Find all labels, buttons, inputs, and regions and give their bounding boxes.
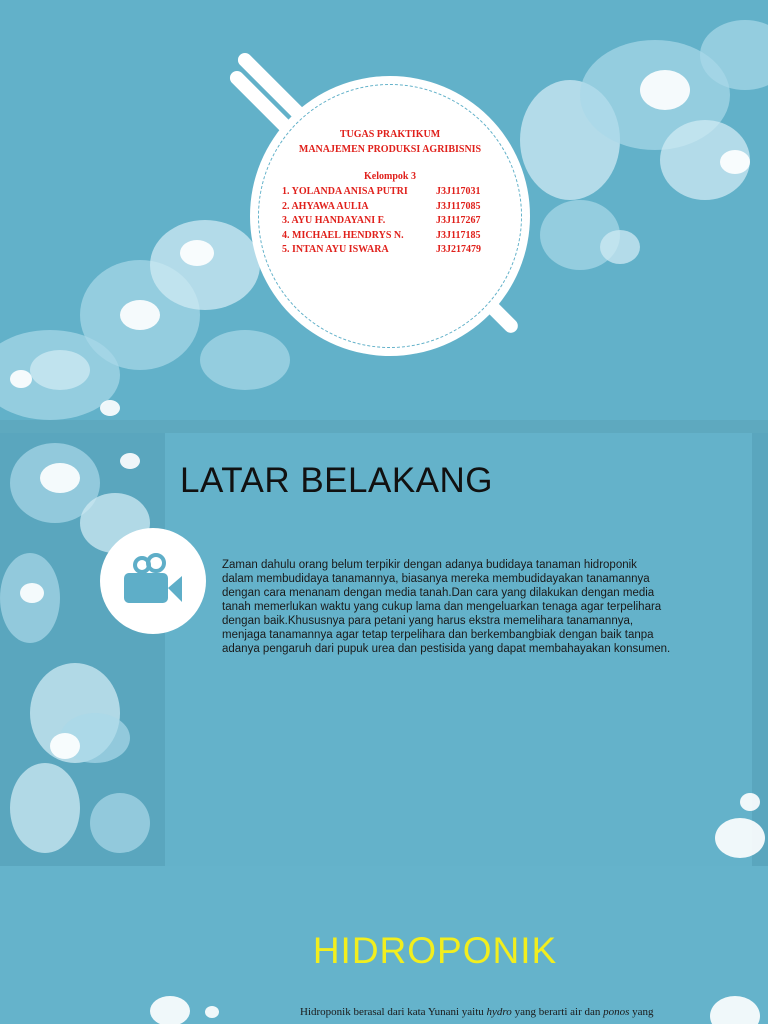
paragraph-text: yang berarti air dan <box>511 1006 604 1018</box>
section-heading: LATAR BELAKANG <box>180 461 494 500</box>
member-nim: J3J117031 <box>436 186 481 197</box>
member-nim: J3J117267 <box>436 215 481 226</box>
title-slide <box>0 0 768 420</box>
member-name: 5. INTAN AYU ISWARA <box>282 244 389 255</box>
slide-gap <box>0 420 768 433</box>
paragraph-text: yang <box>629 1006 654 1018</box>
list-item <box>282 201 502 216</box>
background-paragraph <box>222 558 732 656</box>
list-item <box>282 244 502 259</box>
paragraph-line: dengan baik.Khususnya para petani yang harus ekstra memelihara tanamannya, <box>222 615 634 627</box>
term-hydro: hydro <box>486 1006 512 1018</box>
hydroponics-paragraph <box>300 1006 768 1018</box>
member-nim: J3J217479 <box>436 244 481 255</box>
paint-splash-decoration <box>740 793 760 811</box>
member-name: 4. MICHAEL HENDRYS N. <box>282 229 404 241</box>
member-nim: J3J117185 <box>436 229 481 241</box>
title-line: MANAJEMEN PRODUKSI AGRIBISNIS <box>298 144 482 155</box>
paragraph-line: dalam membudidaya tanamannya, biasanya mereka membudidayakan tanamannya <box>222 573 650 585</box>
paragraph-line: menjaga tanamannya agar tetap terpelihara dan berkembangbiak dengan baik tanpa <box>222 629 654 641</box>
member-name: 3. AYU HANDAYANI F. <box>282 215 386 226</box>
paragraph-line: dengan cara menanam dengan media tanah.Dan cara yang dilakukan dengan media <box>222 587 655 599</box>
video-camera-icon <box>100 528 206 634</box>
section-heading: HIDROPONIK <box>312 930 558 971</box>
list-item <box>282 186 502 201</box>
paint-splash-decoration <box>150 996 190 1024</box>
paragraph-text: Hidroponik berasal dari kata Yunani yaitu <box>300 1006 487 1018</box>
term-ponos: ponos <box>603 1006 630 1018</box>
member-list <box>282 186 502 259</box>
hydroponics-slide <box>0 866 768 1024</box>
title-line: TUGAS PRAKTIKUM <box>339 129 441 140</box>
list-item <box>282 215 502 230</box>
paragraph-line: adanya pengaruh dari pupuk urea dan pestisida yang dapat membahayakan konsumen. <box>222 643 671 655</box>
paint-splash-decoration <box>715 818 765 858</box>
paragraph-line: Zaman dahulu orang belum terpikir dengan adanya budidaya tanaman hidroponik <box>222 559 637 571</box>
background-slide <box>0 433 768 866</box>
paint-splash-decoration <box>205 1006 219 1018</box>
group-label: Kelompok 3 <box>364 171 416 182</box>
icon-circle <box>100 528 206 634</box>
assignment-title <box>250 127 530 157</box>
member-name: 1. YOLANDA ANISA PUTRI <box>282 186 408 197</box>
title-circle <box>250 76 530 356</box>
member-nim: J3J117085 <box>436 200 481 212</box>
list-item <box>282 230 502 245</box>
paragraph-line: tanah memerlukan waktu yang cukup lama dan mengeluarkan tenaga agar terpelihara <box>222 601 662 613</box>
splash-panel <box>0 433 165 866</box>
member-name: 2. AHYAWA AULIA <box>282 200 369 212</box>
